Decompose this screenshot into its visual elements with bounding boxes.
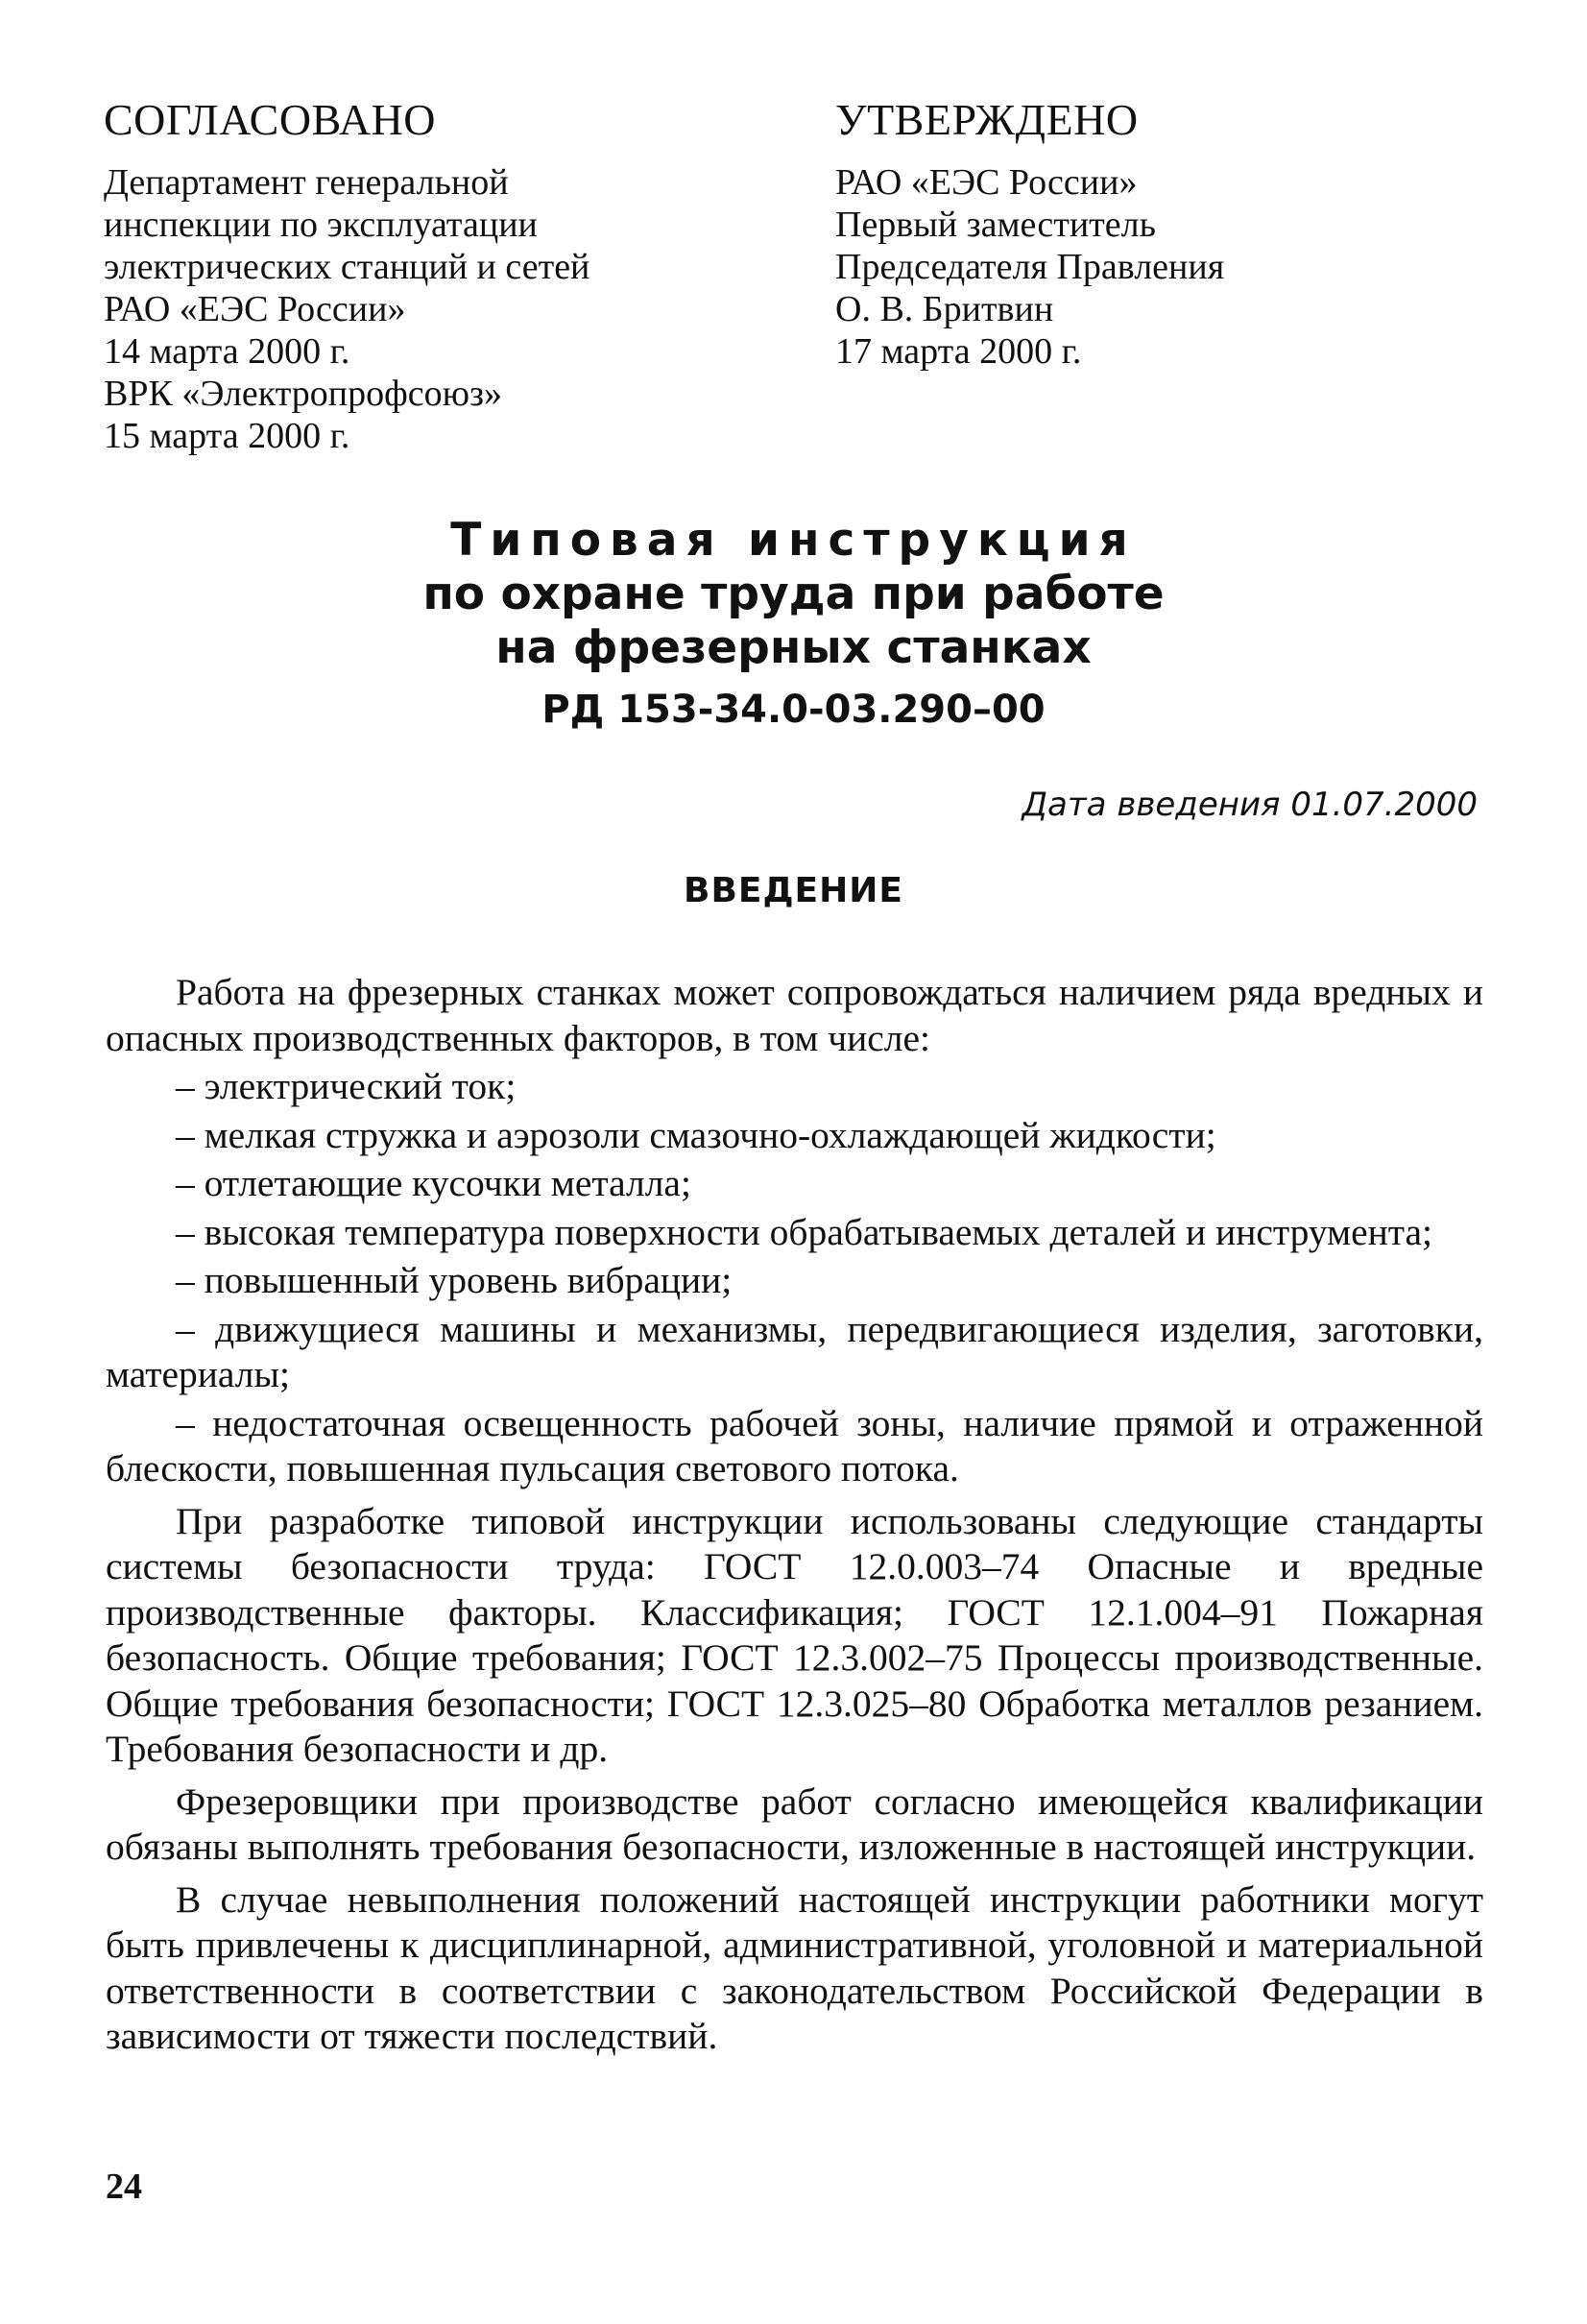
approved-signatory: О. В. Бритвин <box>835 289 1054 329</box>
list-item: – отлетающие кусочки металла; <box>176 1162 691 1204</box>
body-text <box>106 970 1483 2063</box>
approved-line: Председателя Правления <box>835 247 1225 287</box>
agreed-column <box>104 94 795 457</box>
approved-heading: УТВЕРЖДЕНО <box>835 95 1139 144</box>
list-item: – движущиеся машины и механизмы, передвигающиеся изделия, заготовки, материалы; <box>106 1307 1483 1395</box>
agreed-heading: СОГЛАСОВАНО <box>104 95 437 144</box>
title-line: Типовая инструкция <box>450 514 1137 567</box>
agreed-line: ВРК «Электропрофсоюз» <box>104 374 502 414</box>
approved-column <box>835 94 1527 373</box>
paragraph: Фрезеровщики при производстве работ согласно имеющейся квалификации обязаны выполнять требования безопасности, изложенные в настоящей инструкции. <box>106 1779 1483 1868</box>
approved-line: РАО «ЕЭС России» <box>835 162 1138 203</box>
approved-date: 17 марта 2000 г. <box>835 331 1082 372</box>
approved-line: Первый заместитель <box>835 205 1156 245</box>
document-code: РД 153-34.0-03.290–00 <box>541 688 1046 732</box>
agreed-line: инспекции по эксплуатации <box>104 205 538 245</box>
title-line: по охране труда при работе <box>422 568 1165 620</box>
list-item: – электрический ток; <box>176 1065 517 1107</box>
agreed-date: 14 марта 2000 г. <box>104 331 350 372</box>
list-item: – недостаточная освещенность рабочей зоны, наличие прямой и отраженной блескости, повышенная пульсация светового потока. <box>106 1401 1483 1489</box>
list-item: – высокая температура поверхности обрабатываемых деталей и инструмента; <box>176 1210 1432 1253</box>
effective-date: Дата введения 01.07.2000 <box>1022 786 1478 824</box>
paragraph: Работа на фрезерных станках может сопровождаться наличием ряда вредных и опасных производственных факторов, в том числе: <box>106 971 1483 1059</box>
list-item: – мелкая стружка и аэрозоли смазочно-охлаждающей жидкости; <box>176 1113 1216 1156</box>
agreed-line: РАО «ЕЭС России» <box>104 289 406 329</box>
list-item: – повышенный уровень вибрации; <box>176 1259 733 1301</box>
agreed-line: электрических станций и сетей <box>104 247 590 287</box>
paragraph: При разработке типовой инструкции использованы следующие стандарты системы безопасности труда: ГОСТ 12.0.003–74 Опасные и вредные производственные факторы. Классификация; ГОСТ 12.1.004–91 Пожарная безопасность. Общие требования; ГОСТ 12.3.002–75 Процессы производственные. Общие требования безопасности; ГОСТ 12.3.025–80 Обработка металлов резанием. Требования безопасности и др. <box>106 1499 1483 1770</box>
section-heading: ВВЕДЕНИЕ <box>684 871 903 910</box>
paragraph: В случае невыполнения положений настоящей инструкции работники могут быть привлечены к дисциплинарной, административной, уголовной и материальной ответственности в соответствии с законодательством Российской Федерации в зависимости от тяжести последствий. <box>106 1877 1483 2057</box>
title-line: на фрезерных станках <box>495 621 1092 674</box>
agreed-date: 15 марта 2000 г. <box>104 416 350 456</box>
agreed-line: Департамент генеральной <box>104 162 509 203</box>
document-title <box>0 514 1587 737</box>
page-number: 24 <box>106 2167 142 2207</box>
